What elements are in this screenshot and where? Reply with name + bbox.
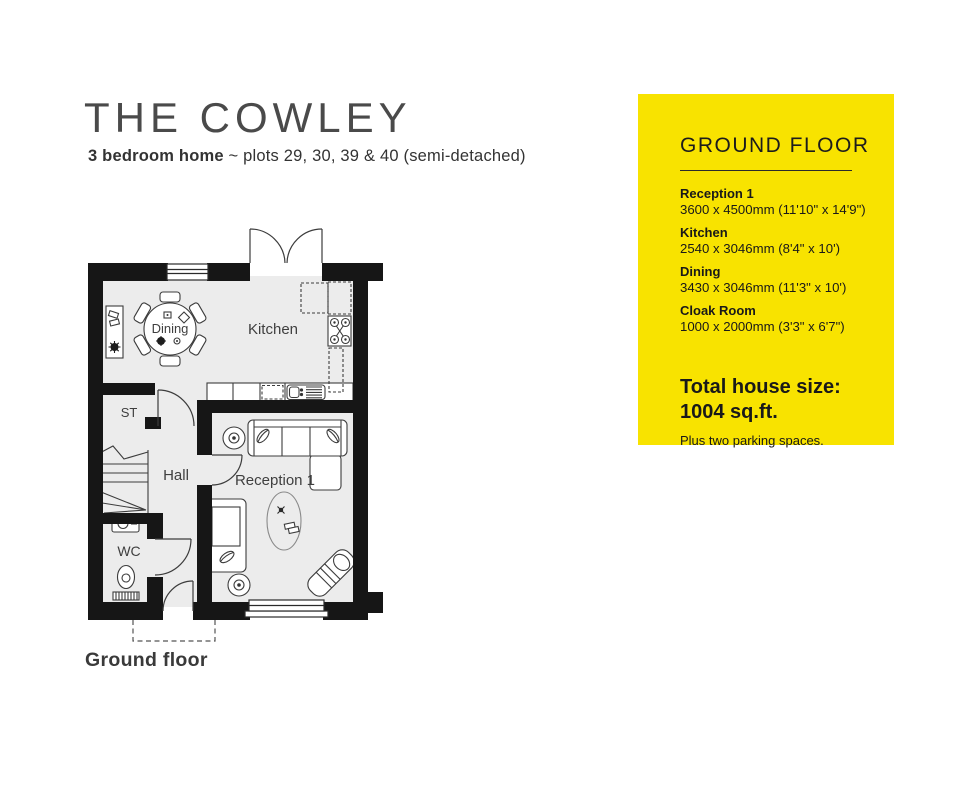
info-panel (638, 94, 894, 449)
room-entry-name: Dining (680, 264, 721, 280)
room-label-reception: Reception 1 (234, 472, 316, 489)
total-value: 1004 sq.ft. (680, 401, 778, 424)
porch-outline (133, 620, 215, 641)
total-label: Total house size: (680, 376, 841, 399)
room-label-dining: Dining (151, 321, 189, 336)
room-entry (680, 264, 860, 296)
room-entry (680, 186, 866, 218)
side-table (228, 574, 250, 596)
panel-heading: GROUND FLOOR (680, 134, 870, 157)
french-doors (250, 229, 322, 263)
room-entry-dims: 3430 x 3046mm (11'3" x 10') (680, 279, 847, 295)
room-label-kitchen: Kitchen (247, 321, 299, 338)
room-entry-dims: 3600 x 4500mm (11'10" x 14'9") (680, 201, 866, 217)
reception-window (245, 600, 328, 617)
dining-window (167, 264, 208, 280)
plant-icon (109, 341, 121, 353)
side-table (223, 427, 245, 449)
kitchen-counter (207, 383, 353, 401)
room-entry-name: Reception 1 (680, 186, 754, 201)
room-label-wc: WC (117, 543, 141, 559)
total-house-size (680, 375, 860, 425)
room-entry-dims: 2540 x 3046mm (8'4" x 10') (680, 240, 840, 256)
parking-note: Plus two parking spaces. (680, 433, 824, 449)
floorplan-caption: Ground floor (85, 649, 208, 671)
room-entry (680, 225, 860, 257)
panel-divider (680, 170, 852, 171)
room-entry-name: Kitchen (680, 225, 728, 241)
sink-icon (287, 385, 325, 400)
room-entry-name: Cloak Room (680, 303, 756, 319)
floorplan-svg (80, 220, 400, 680)
page-subtitle (88, 147, 526, 166)
subtitle-rest: ~ plots 29, 30, 39 & 40 (semi-detached) (223, 147, 526, 165)
page-title: THE COWLEY (84, 94, 412, 141)
room-entry (680, 303, 860, 335)
room-entry-dims: 1000 x 2000mm (3'3" x 6'7") (680, 318, 845, 334)
hob-icon (328, 316, 351, 346)
sideboard (106, 306, 123, 358)
room-label-hall: Hall (163, 467, 189, 484)
room-label-st: ST (120, 405, 138, 420)
dishwasher (262, 386, 283, 400)
subtitle-bold: 3 bedroom home (88, 147, 224, 165)
